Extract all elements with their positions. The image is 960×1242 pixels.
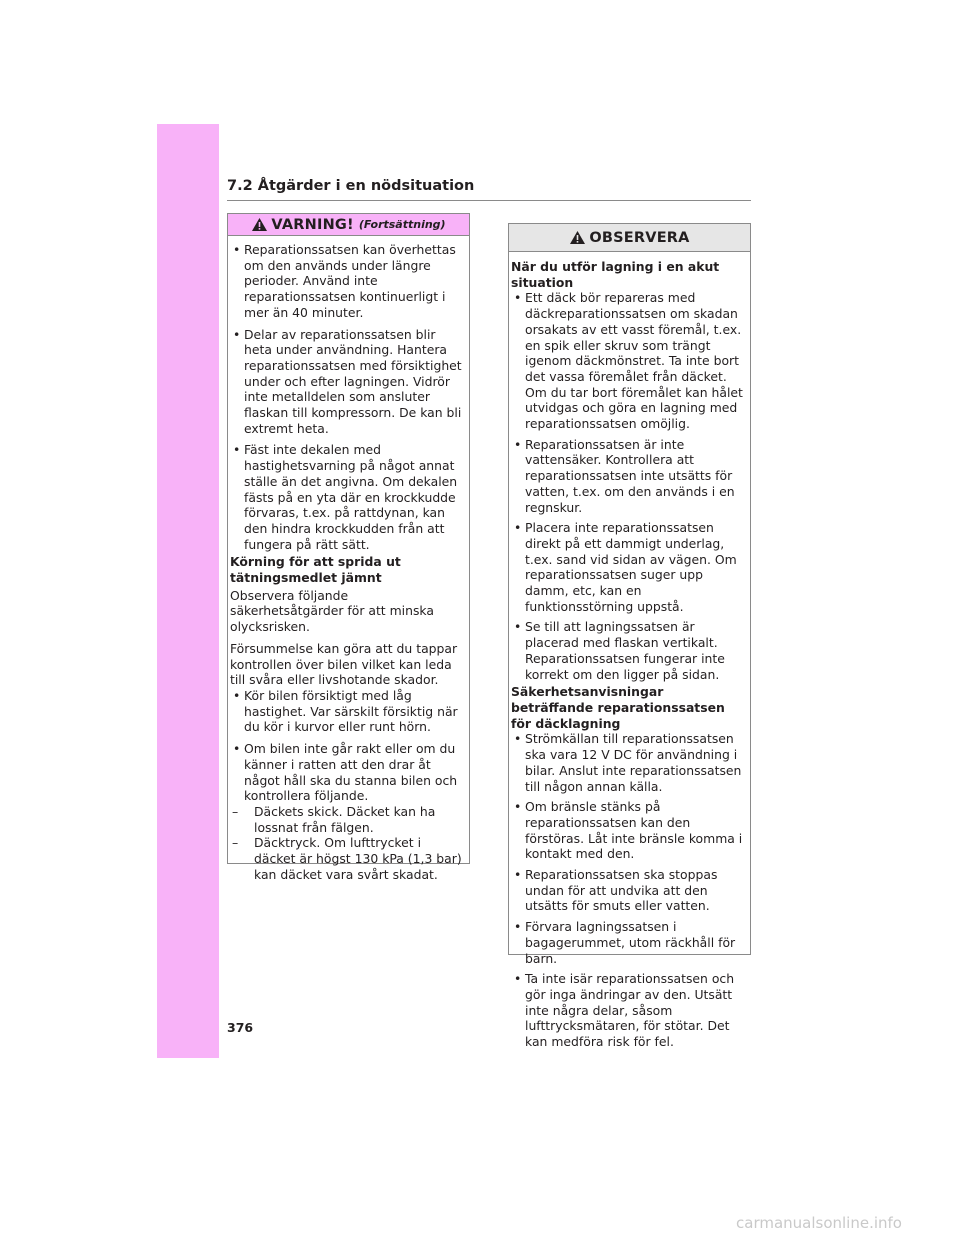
warning-triangle-icon: [569, 230, 586, 245]
bullet-icon: •: [514, 971, 522, 987]
bullet-icon: •: [514, 867, 522, 883]
notice-bullet: • Om bränsle stänks på reparationssatsen kan den förstöras. Låt inte bränsle komma i kontakt med den.: [514, 799, 743, 862]
warning-triangle-icon: [251, 217, 268, 232]
warning-title: VARNING!: [271, 216, 354, 233]
bullet-icon: •: [233, 242, 241, 257]
chapter-sidebar-tab: [157, 124, 219, 1058]
bullet-icon: •: [233, 442, 241, 458]
warning-subheading: Körning för att sprida ut tätningsmedlet jämnt: [230, 554, 401, 586]
bullet-icon: •: [514, 619, 522, 635]
warning-bullet: • Kör bilen försiktigt med låg hastighet. Var särskilt försiktig när du kör i kurvor eller runt hörn.: [233, 687, 458, 735]
section-header: 7.2 Åtgärder i en nödsituation: [227, 178, 475, 194]
notice-subheading: När du utför lagning i en akut situation: [511, 259, 720, 290]
notice-bullet: • Ta inte isär reparationssatsen och gör inga ändringar av den. Utsätt inte några delar, såsom lufttrycksmätaren, för stötar. Det kan medföra risk för fel.: [514, 971, 735, 1050]
warning-bullet: • Fäst inte dekalen med hastighetsvarning på något annat ställe än det angivna. Om dekalen fästs på en yta där en krockkudde förvaras, t.ex. på rattdynan, kan den hindra krockkudden från att fungera på rätt sätt.: [233, 442, 458, 552]
warning-bullet: • Reparationssatsen kan överhettas om den används under längre perioder. Använd inte reparationssatsen kontinuerligt i mer än 40 minuter.: [233, 242, 456, 320]
bullet-icon: •: [514, 436, 522, 452]
notice-bullet: • Ett däck bör repareras med däckreparationssatsen om skadan orsakats av ett vasst föremål, t.ex. en spik eller skruv som trängt igenom däckmönstret. Ta inte bort det vassa föremålet från däcket. Om du tar bort föremålet kan hålet utvidgas och göra en lagning med reparationssatsen omöjlig.: [514, 290, 743, 432]
warning-paragraph: Försummelse kan göra att du tappar kontrollen över bilen vilket kan leda till svåra eller livshotande skador.: [230, 640, 458, 688]
notice-bullet: • Reparationssatsen är inte vattensäker. Kontrollera att reparationssatsen inte utsätts för vatten, t.ex. om den används i en regnskur.: [514, 436, 735, 515]
warning-dash-item: – Däckets skick. Däcket kan ha lossnat från fälgen.: [232, 803, 436, 835]
warning-box-body: [228, 236, 469, 882]
notice-title: OBSERVERA: [589, 229, 690, 246]
dash-icon: –: [232, 803, 239, 819]
warning-box-header: [228, 214, 469, 236]
notice-bullet: • Placera inte reparationssatsen direkt på ett dammigt underlag, t.ex. sand vid sidan av vägen. Om reparationssatsen suger upp damm, etc, kan en funktionsstörning uppstå.: [514, 520, 737, 614]
warning-paragraph: Observera följande säkerhetsåtgärder för att minska olycksrisken.: [230, 587, 434, 635]
warning-continued: (Fortsättning): [358, 218, 446, 231]
notice-box: [508, 223, 751, 1050]
notice-box-body: [509, 252, 750, 1050]
warning-bullet: • Om bilen inte går rakt eller om du känner i ratten att den drar åt något håll ska du stanna bilen och kontrollera följande. – Däckets skick. Däcket kan ha lossnat från fälgen. – Däcktryck. Om lufttrycket i däcket är högst 130 kPa (1,3 bar) kan däcket vara svårt skadat.: [232, 741, 462, 882]
bullet-icon: •: [514, 290, 522, 306]
bullet-icon: •: [233, 741, 241, 757]
bullet-icon: •: [233, 687, 241, 703]
notice-subheading: Säkerhetsanvisningar beträffande reparationssatsen för däcklagning: [511, 684, 725, 731]
bullet-icon: •: [514, 799, 522, 815]
dash-icon: –: [232, 835, 239, 851]
notice-bullet: • Förvara lagningssatsen i bagagerummet, utom räckhåll för barn.: [514, 919, 736, 966]
notice-bullet: • Strömkällan till reparationssatsen ska vara 12 V DC för användning i bilar. Anslut inte reparationssatsen till någon annan källa.: [514, 731, 742, 794]
header-divider: [227, 200, 751, 201]
bullet-icon: •: [514, 919, 522, 935]
warning-box: [227, 213, 470, 882]
watermark: carmanualsonline.info: [736, 1214, 902, 1232]
notice-bullet: • Se till att lagningssatsen är placerad med flaskan vertikalt. Reparationssatsen fungerar inte korrekt om den ligger på sidan.: [514, 619, 725, 682]
notice-box-header: [509, 224, 750, 252]
bullet-icon: •: [514, 520, 522, 536]
bullet-icon: •: [233, 326, 241, 342]
page-number: 376: [227, 1020, 254, 1035]
warning-dash-item: – Däcktryck. Om lufttrycket i däcket är högst 130 kPa (1,3 bar) kan däcket vara svårt skadat.: [232, 835, 462, 882]
warning-bullet: • Delar av reparationssatsen blir heta under användning. Hantera reparationssatsen med försiktighet under och efter lagningen. Vidrör inte metalldelen som ansluter flaskan till kompressorn. De kan bli extremt heta.: [233, 326, 462, 436]
bullet-icon: •: [514, 731, 522, 747]
notice-bullet: • Reparationssatsen ska stoppas undan för att undvika att den utsätts för smuts eller vatten.: [514, 867, 718, 914]
